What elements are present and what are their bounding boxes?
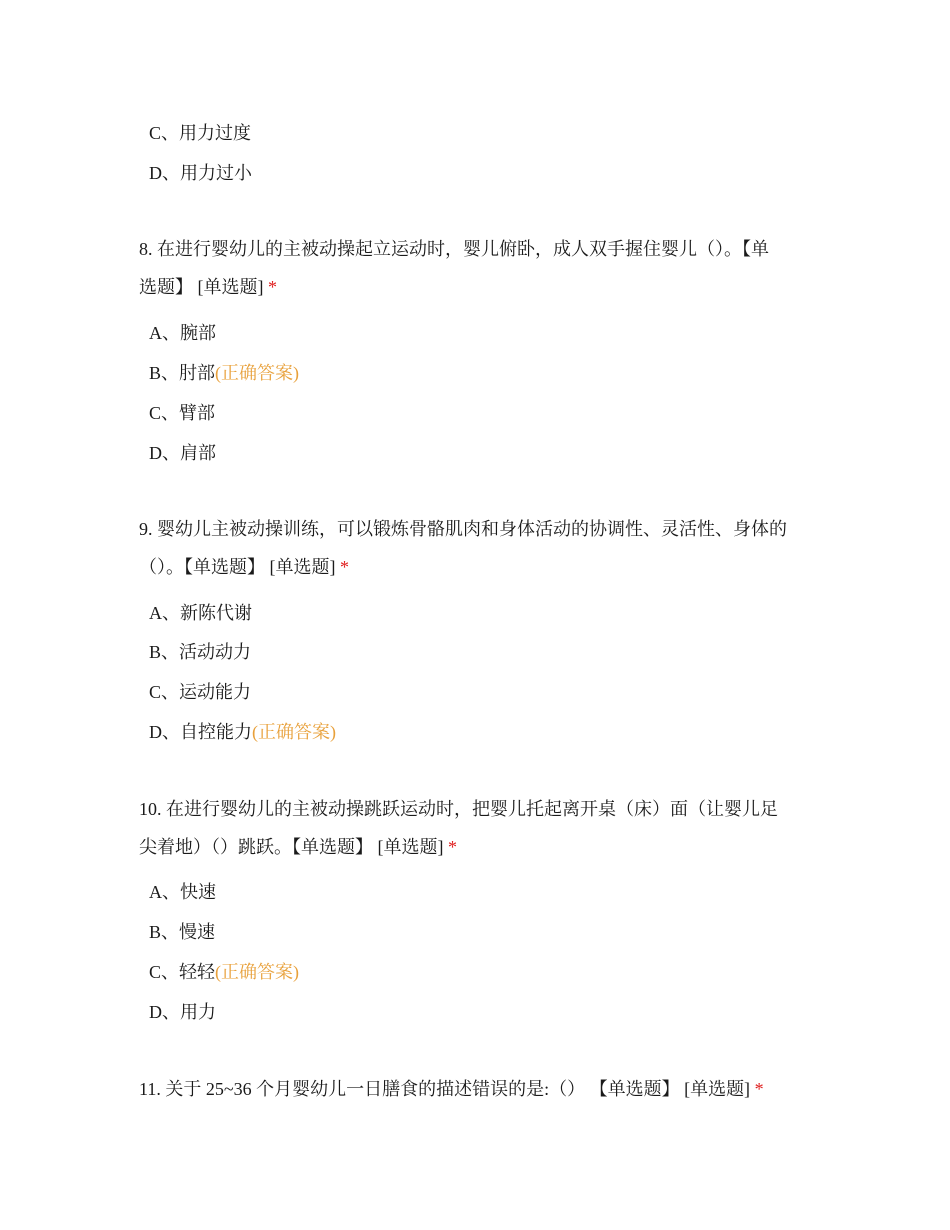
required-asterisk: * — [754, 1079, 764, 1099]
question-text-line-2 — [139, 548, 819, 586]
option-label: B、活动动力 — [149, 642, 252, 662]
question-11-title — [139, 1070, 819, 1108]
option-label: D、用力 — [149, 1002, 216, 1022]
question-text-line-2 — [139, 828, 819, 866]
question-text-line-1: 8. 在进行婴幼儿的主被动操起立运动时，婴儿俯卧，成人双手握住婴儿（）。【单 — [139, 239, 769, 259]
required-asterisk: * — [448, 837, 457, 857]
required-asterisk: * — [340, 557, 349, 577]
q8-option-c[interactable] — [149, 401, 215, 425]
q10-option-d[interactable] — [149, 1000, 216, 1024]
q10-option-a[interactable] — [149, 880, 216, 904]
option-label: B、肘部 — [149, 363, 216, 383]
question-text-line-1: 10. 在进行婴幼儿的主被动操跳跃运动时，把婴儿托起离开桌（床）面（让婴儿足 — [139, 799, 778, 819]
correct-answer-tag: (正确答案) — [215, 363, 300, 383]
required-asterisk: * — [268, 277, 277, 297]
q8-option-d[interactable] — [149, 441, 216, 465]
question-type-text: 尖着地）（）跳跃。【单选题】 [单选题] — [139, 837, 448, 857]
q10-option-c[interactable] — [149, 960, 299, 984]
option-c-prev[interactable] — [149, 121, 251, 145]
correct-answer-tag: (正确答案) — [215, 962, 300, 982]
option-label: B、慢速 — [149, 922, 216, 942]
option-label: D、自控能力 — [149, 722, 252, 742]
q8-option-b[interactable] — [149, 361, 299, 385]
question-text-line-1: 9. 婴幼儿主被动操训练，可以锻炼骨骼肌肉和身体活动的协调性、灵活性、身体的 — [139, 519, 787, 539]
option-label: A、快速 — [149, 882, 216, 902]
question-text-line-2 — [139, 268, 819, 306]
option-label: A、腕部 — [149, 323, 216, 343]
question-text: 11. 关于 25~36 个月婴幼儿一日膳食的描述错误的是:（） 【单选题】 [单选题] — [139, 1079, 755, 1099]
option-label: C、臂部 — [149, 403, 216, 423]
q10-option-b[interactable] — [149, 920, 215, 944]
q9-option-b[interactable] — [149, 640, 251, 664]
option-label: C、运动能力 — [149, 682, 252, 702]
question-8-title — [139, 230, 819, 306]
question-type-text: 选题】 [单选题] — [139, 277, 268, 297]
correct-answer-tag: (正确答案) — [252, 722, 336, 742]
option-label: A、新陈代谢 — [149, 603, 252, 623]
q9-option-c[interactable] — [149, 680, 251, 704]
q9-option-d[interactable] — [149, 720, 336, 744]
q9-option-a[interactable] — [149, 601, 252, 625]
question-10-title — [139, 790, 819, 866]
option-label: C、轻轻 — [149, 962, 216, 982]
question-type-text: （）。【单选题】 [单选题] — [139, 557, 340, 577]
option-label: D、用力过小 — [149, 163, 252, 183]
q8-option-a[interactable] — [149, 321, 216, 345]
question-9-title — [139, 510, 819, 586]
option-label: D、肩部 — [149, 443, 216, 463]
option-d-prev[interactable] — [149, 161, 252, 185]
option-label: C、用力过度 — [149, 123, 252, 143]
question-text-line-1 — [139, 1070, 819, 1108]
